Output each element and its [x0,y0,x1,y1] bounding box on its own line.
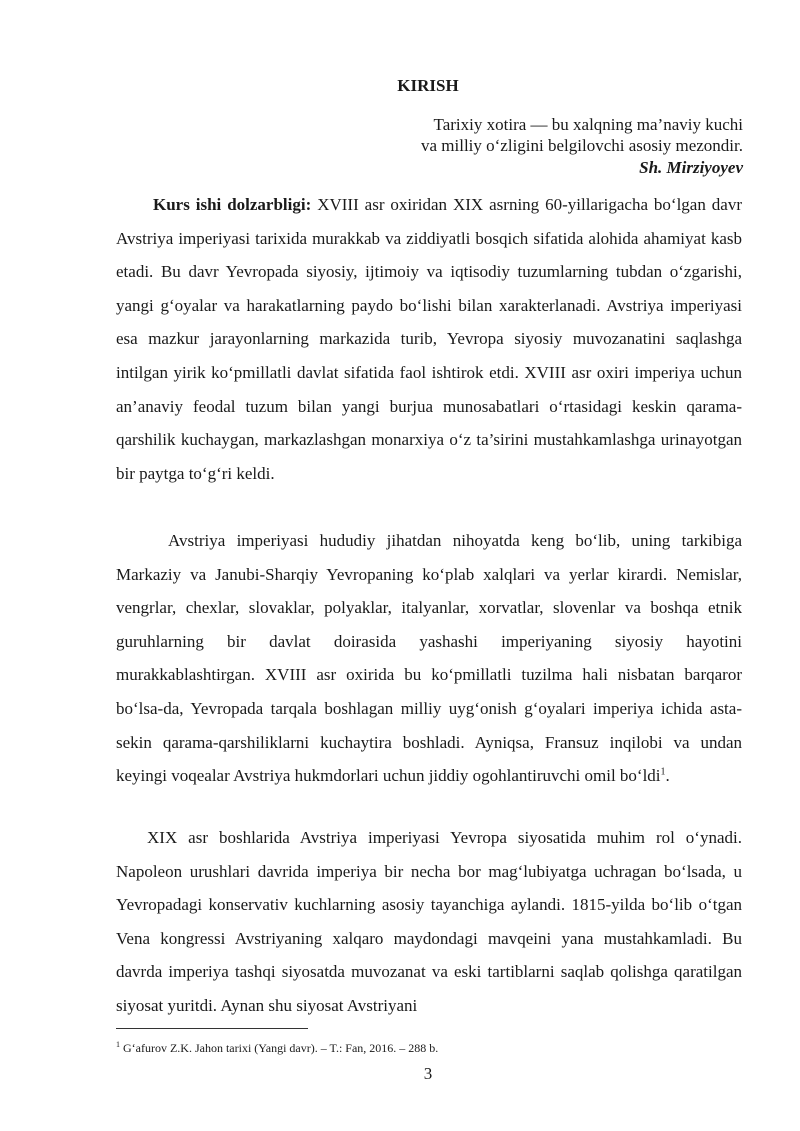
page-number: 3 [423,1064,433,1083]
section-heading: KIRISH [397,76,459,95]
footnote-divider [116,1028,308,1029]
paragraph-relevance [116,188,742,490]
paragraph-territory [116,524,742,793]
territory-text-end: . [665,766,670,786]
footnote [116,1041,438,1056]
relevance-text: XVIII asr oxiridan XIX asrning 60-yillarigacha bo‘lgan davr Avstriya imperiyasi tarixida murakkab va ziddiyatli bosqich sifatida alohida ahamiyat kasb etadi. Bu davr Yevropada siyosiy, ijtimoiy va iqtisodiy tuzumlarning tubdan o‘zgarishi, yangi g‘oyalar va harakatlarning paydo bo‘lishi bilan xarakterlanadi. Avstriya imperiyasi esa mazkur jarayonlarning markazida turib, Yevropa siyosiy muvozanatini saqlashga intilgan yirik ko‘pmillatli davlat sifatida faol ishtirok etdi. XVIII asr oxiri imperiya uchun an’anaviy feodal tuzum bilan yangi burjua munosabatlari o‘rtasidagi keskin qarama-qarshilik kuchaygan, markazlashgan monarxiya o‘z ta’sirini mustahkamlashga urinayotgan bir paytga to‘g‘ri keldi. [116,195,742,483]
footnote-reference[interactable]: 1 [660,766,666,778]
territory-text: Avstriya imperiyasi hududiy jihatdan nihoyatda keng bo‘lib, uning tarkibiga Markaziy va Janubi-Sharqiy Yevropaning ko‘plab xalqlari va yerlar kirardi. Nemislar, vengrlar, chexlar, slovaklar, polyaklar, italyanlar, xorvatlar, slovenlar va boshqa etnik guruhlarning bir davlat doirasida yashashi imperiyaning siyosiy hayotini murakkablashtirgan. XVIII asr oxirida bu ko‘pmillatli tuzilma hali nisbatan barqaror bo‘lsa-da, Yevropada tarqala boshlagan milliy uyg‘onish g‘oyalari imperiya ichida asta-sekin qarama-qarshiliklarni kuchaytira boshladi. Ayniqsa, Fransuz inqilobi va undan keyingi voqealar Avstriya hukmdorlari uchun jiddiy ogohlantiruvchi omil bo‘ldi [116,531,742,786]
footnote-text: G‘afurov Z.K. Jahon tarixi (Yangi davr). – T.: Fan, 2016. – 288 b. [120,1041,439,1055]
century-text: XIX asr boshlarida Avstriya imperiyasi Yevropa siyosatida muhim rol o‘ynadi. Napoleon urushlari davrida imperiya bir necha bor mag‘lubiyatga uchragan bo‘lsada, u Yevropadagi konservativ kuchlarning asosiy tayanchiga aylandi. 1815-yilda bo‘lib o‘tgan Vena kongressi Avstriyaning xalqaro maydondagi mavqeini yana mustahkamladi. Bu davrda imperiya tashqi siyosatda muvozanat va eski tartiblarni saqlab qolishga qaratilgan siyosat yuritdi. Aynan shu siyosat Avstriyani [116,828,742,1015]
epigraph-line-2: va milliy o‘zligini belgilovchi asosiy mezondir. [420,136,743,155]
epigraph-author: Sh. Mirziyoyev [639,158,743,177]
paragraph-19th-century [116,821,742,1023]
epigraph-line-1: Tarixiy xotira — bu xalqning ma’naviy kuchi [433,115,743,134]
relevance-label: Kurs ishi dolzarbligi: [153,195,312,214]
footnote-number: 1 [116,1040,120,1049]
